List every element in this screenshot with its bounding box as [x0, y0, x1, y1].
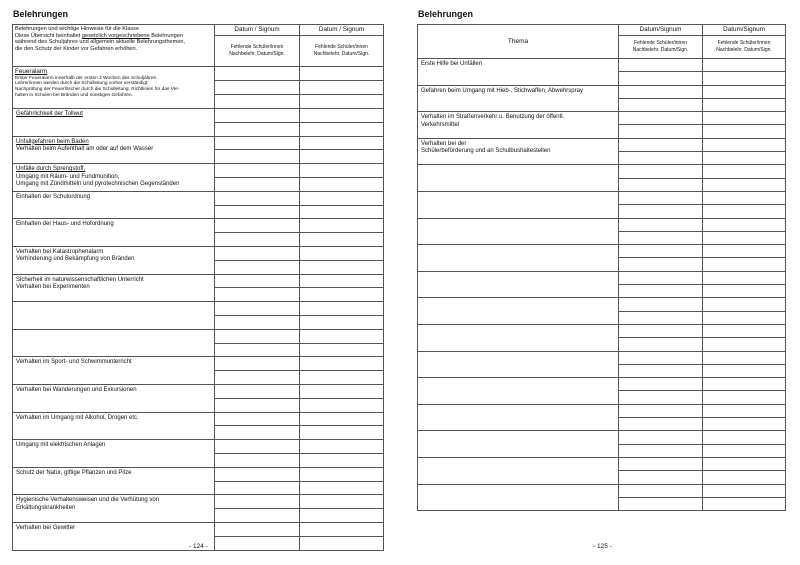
topic-text: Verhalten im Umgang mit Alkohol, Drogen etc.	[16, 414, 139, 421]
signature-cell[interactable]	[703, 484, 786, 497]
signature-cell[interactable]	[215, 453, 300, 467]
topic-text: Verhalten beim Aufenthalt am oder auf dem Wasser	[16, 145, 154, 152]
signature-cell[interactable]	[703, 351, 786, 364]
signature-cell[interactable]	[619, 218, 703, 231]
signature-cell[interactable]	[703, 431, 786, 444]
table-row	[13, 274, 384, 288]
column-header-datum-signum: Datum/Signum	[703, 25, 786, 36]
signature-cell[interactable]	[215, 177, 300, 191]
signature-cell[interactable]	[215, 302, 300, 316]
table-row	[418, 112, 786, 125]
column-header-datum-signum: Datum / Signum	[215, 25, 300, 36]
topic-feueralarm	[13, 67, 215, 109]
page-number: - 124 -	[189, 543, 208, 550]
signature-cell[interactable]	[619, 245, 703, 258]
signature-cell[interactable]	[300, 426, 384, 440]
signature-cell[interactable]	[300, 371, 384, 385]
signature-cell[interactable]	[703, 378, 786, 391]
signature-cell[interactable]	[619, 298, 703, 311]
signature-cell[interactable]	[703, 364, 786, 377]
signature-cell[interactable]	[300, 205, 384, 219]
signature-cell[interactable]	[703, 205, 786, 218]
signature-cell[interactable]	[619, 457, 703, 470]
signature-cell[interactable]	[619, 444, 703, 457]
topic-cell	[13, 329, 215, 357]
topic-detail: Erster Feueralarm innerhalb der ersten 3 Wochen des Schuljahres.	[15, 75, 158, 81]
signature-cell[interactable]	[215, 384, 300, 398]
table-row	[418, 324, 786, 337]
topic-text: Erste Hilfe bei Unfällen	[421, 61, 483, 67]
column-subheader: Fehlende Schüler/innen Nachbelehr. Datum/Sign.	[300, 36, 384, 67]
topic-text: Schutz der Natur, giftige Pflanzen und Pilze	[16, 469, 132, 476]
signature-cell[interactable]	[215, 191, 300, 205]
signature-cell[interactable]	[215, 412, 300, 426]
column-subheader: Fehlende Schüler/innen Nachbelehr. Datum/Sign.	[215, 36, 300, 67]
signature-cell[interactable]	[215, 219, 300, 233]
topic-cell	[418, 484, 619, 511]
table-row	[418, 59, 786, 72]
signature-cell[interactable]	[619, 191, 703, 204]
topic-cell	[13, 412, 215, 440]
signature-cell[interactable]	[703, 218, 786, 231]
topic-text: Verhalten bei der	[421, 140, 467, 147]
signature-cell[interactable]	[619, 497, 703, 510]
intro-line: Belehrungen und wichtige Hinweise für die Klasse	[15, 26, 140, 32]
table-row	[13, 246, 384, 260]
signature-cell[interactable]	[215, 440, 300, 454]
signature-cell[interactable]	[300, 453, 384, 467]
table-row	[13, 164, 384, 178]
signature-cell[interactable]	[300, 274, 384, 288]
signature-cell[interactable]	[703, 391, 786, 404]
signature-cell[interactable]	[215, 426, 300, 440]
signature-cell[interactable]	[215, 109, 300, 123]
page-number: - 125 -	[593, 543, 612, 550]
signature-cell[interactable]	[300, 177, 384, 191]
signature-cell[interactable]	[619, 152, 703, 165]
signature-cell[interactable]	[215, 164, 300, 178]
table-row	[418, 484, 786, 497]
signature-cell[interactable]	[703, 152, 786, 165]
signature-cell[interactable]	[215, 95, 300, 109]
left-topic-rows	[13, 109, 384, 551]
topic-cell	[418, 378, 619, 405]
topic-cell	[13, 467, 215, 495]
signature-cell[interactable]	[703, 444, 786, 457]
left-belehrungen-table	[12, 24, 384, 551]
signature-cell[interactable]	[300, 481, 384, 495]
signature-cell[interactable]	[703, 418, 786, 431]
signature-cell[interactable]	[300, 536, 384, 550]
table-row	[418, 191, 786, 204]
topic-cell	[418, 138, 619, 165]
topic-cell	[13, 219, 215, 247]
intro-cell	[13, 25, 215, 67]
signature-cell[interactable]	[619, 178, 703, 191]
signature-cell[interactable]	[619, 59, 703, 72]
table-row	[418, 85, 786, 98]
signature-cell[interactable]	[300, 95, 384, 109]
table-row	[418, 457, 786, 470]
table-row	[13, 384, 384, 398]
topic-text: Umgang mit Zündmitteln und pyrotechnischen Gegenständen	[16, 180, 180, 187]
topic-cell	[13, 109, 215, 137]
signature-cell[interactable]	[619, 378, 703, 391]
intro-line: die den Schutz der Kinder vor Gefahren erhöhen.	[15, 46, 138, 53]
table-row	[418, 138, 786, 151]
column-subheader: Fehlende Schüler/innen Nachbelehr. Datum/Sign.	[703, 36, 786, 59]
table-row	[418, 404, 786, 417]
topic-cell	[13, 164, 215, 192]
column-header-thema: Thema	[418, 25, 619, 59]
topic-cell	[13, 357, 215, 385]
signature-cell[interactable]	[703, 85, 786, 98]
signature-cell[interactable]	[619, 138, 703, 151]
topic-text: Unfallgefahren beim Baden	[16, 138, 89, 145]
signature-cell[interactable]	[215, 495, 300, 509]
topic-text: Verhalten bei Wanderungen und Exkursionen	[16, 386, 137, 393]
column-header-datum-signum: Datum/Signum	[619, 25, 703, 36]
topic-text: Sicherheit im naturwissenschaftlichen Unterricht	[16, 276, 144, 283]
intro-line: Diese Übersicht beinhaltet gesetzlich vorgeschriebene Belehrungen	[15, 32, 183, 39]
signature-cell[interactable]	[215, 136, 300, 150]
table-row	[418, 271, 786, 284]
signature-cell[interactable]	[215, 509, 300, 523]
signature-cell[interactable]	[619, 205, 703, 218]
signature-cell[interactable]	[703, 497, 786, 510]
topic-text: Verkehrsmittel	[421, 121, 460, 128]
signature-cell[interactable]	[703, 178, 786, 191]
right-page	[417, 0, 787, 565]
signature-cell[interactable]	[215, 481, 300, 495]
table-row	[13, 109, 384, 123]
signature-cell[interactable]	[215, 274, 300, 288]
topic-cell	[13, 522, 215, 550]
topic-text: Verhinderung und Bekämpfung von Bränden	[16, 256, 135, 263]
signature-cell[interactable]	[703, 298, 786, 311]
topic-text: Verhalten im Straßenverkehr u. Benutzung der öffentl.	[421, 114, 565, 121]
topic-cell	[418, 351, 619, 378]
signature-cell[interactable]	[300, 343, 384, 357]
signature-cell[interactable]	[619, 351, 703, 364]
signature-cell[interactable]	[300, 329, 384, 343]
signature-cell[interactable]	[300, 384, 384, 398]
topic-detail: Lehrer/innen werden durch die Schulleitung vorher verständigt;	[15, 81, 149, 87]
signature-cell[interactable]	[703, 191, 786, 204]
signature-cell[interactable]	[619, 165, 703, 178]
topic-cell	[13, 384, 215, 412]
topic-cell	[13, 440, 215, 468]
signature-cell[interactable]	[619, 125, 703, 138]
topic-text: Hygienische Verhaltensweisen und die Verhütung von	[16, 497, 160, 504]
signature-cell[interactable]	[703, 98, 786, 111]
signature-cell[interactable]	[619, 231, 703, 244]
signature-cell[interactable]	[619, 431, 703, 444]
table-row	[13, 191, 384, 205]
signature-cell[interactable]	[300, 260, 384, 274]
signature-cell[interactable]	[215, 357, 300, 371]
signature-cell[interactable]	[215, 288, 300, 302]
signature-cell[interactable]	[703, 138, 786, 151]
topic-cell	[418, 245, 619, 272]
signature-cell[interactable]	[215, 246, 300, 260]
column-subheader: Fehlende Schüler/innen Nachbelehr. Datum/Sign.	[619, 36, 703, 59]
signature-cell[interactable]	[703, 285, 786, 298]
table-row	[418, 431, 786, 444]
topic-text: Einhalten der Haus- und Hofordnung	[16, 221, 114, 228]
signature-cell[interactable]	[619, 85, 703, 98]
table-row	[13, 467, 384, 481]
signature-cell[interactable]	[703, 165, 786, 178]
signature-cell[interactable]	[300, 150, 384, 164]
signature-cell[interactable]	[703, 231, 786, 244]
topic-cell	[13, 274, 215, 302]
signature-cell[interactable]	[619, 471, 703, 484]
signature-cell[interactable]	[703, 311, 786, 324]
topic-cell	[418, 271, 619, 298]
topic-text: Verhalten im Sport- und Schwimmunterricht	[16, 359, 132, 366]
signature-cell[interactable]	[215, 329, 300, 343]
topic-cell	[418, 218, 619, 245]
signature-cell[interactable]	[215, 371, 300, 385]
signature-cell[interactable]	[300, 81, 384, 95]
table-row	[418, 218, 786, 231]
table-row	[418, 245, 786, 258]
signature-cell[interactable]	[300, 509, 384, 523]
table-row	[13, 357, 384, 371]
topic-text: Verhalten bei Katastrophenalarm	[16, 248, 104, 255]
signature-cell[interactable]	[703, 245, 786, 258]
signature-cell[interactable]	[300, 191, 384, 205]
topic-cell	[418, 457, 619, 484]
signature-cell[interactable]	[215, 233, 300, 247]
signature-cell[interactable]	[703, 59, 786, 72]
signature-cell[interactable]	[300, 302, 384, 316]
signature-cell[interactable]	[300, 412, 384, 426]
signature-cell[interactable]	[703, 112, 786, 125]
signature-cell[interactable]	[300, 440, 384, 454]
signature-cell[interactable]	[619, 98, 703, 111]
signature-cell[interactable]	[619, 311, 703, 324]
signature-cell[interactable]	[300, 398, 384, 412]
topic-text: Unfälle durch Sprengstoff,	[16, 166, 86, 173]
right-belehrungen-table	[417, 24, 786, 511]
topic-text: Verhalten bei Gewitter	[16, 524, 76, 531]
topic-cell	[418, 404, 619, 431]
right-topic-rows	[418, 59, 786, 511]
signature-cell[interactable]	[300, 67, 384, 81]
signature-cell[interactable]	[703, 471, 786, 484]
topic-cell	[418, 165, 619, 192]
signature-cell[interactable]	[215, 315, 300, 329]
table-row	[13, 219, 384, 233]
topic-cell	[13, 191, 215, 219]
signature-cell[interactable]	[215, 150, 300, 164]
signature-cell[interactable]	[619, 418, 703, 431]
signature-cell[interactable]	[619, 324, 703, 337]
left-page-title: Belehrungen	[13, 9, 69, 19]
topic-cell	[13, 136, 215, 164]
topic-detail: halten in Schulen bei Bränden und sonstigen Gefahren.	[15, 93, 133, 99]
signature-cell[interactable]	[215, 467, 300, 481]
topic-cell	[13, 246, 215, 274]
signature-cell[interactable]	[619, 258, 703, 271]
signature-cell[interactable]	[703, 404, 786, 417]
signature-cell[interactable]	[300, 288, 384, 302]
signature-cell[interactable]	[300, 357, 384, 371]
column-header-datum-signum: Datum / Signum	[300, 25, 384, 36]
signature-cell[interactable]	[619, 285, 703, 298]
table-row	[13, 495, 384, 509]
signature-cell[interactable]	[300, 233, 384, 247]
table-row	[13, 522, 384, 536]
signature-cell[interactable]	[619, 338, 703, 351]
signature-cell[interactable]	[703, 457, 786, 470]
signature-cell[interactable]	[703, 338, 786, 351]
signature-cell[interactable]	[215, 536, 300, 550]
topic-cell	[418, 85, 619, 112]
signature-cell[interactable]	[619, 404, 703, 417]
table-row	[418, 351, 786, 364]
topic-cell	[418, 324, 619, 351]
topic-text: Gefährlichkeit der Tollwut	[16, 111, 83, 117]
signature-cell[interactable]	[300, 109, 384, 123]
topic-cell	[418, 431, 619, 458]
topic-cell	[13, 495, 215, 523]
intro-line: während des Schuljahres und allgemein aktuelle Belehrungsthemen,	[15, 39, 186, 46]
table-row	[418, 165, 786, 178]
table-row	[13, 302, 384, 316]
signature-cell[interactable]	[300, 246, 384, 260]
table-row	[13, 412, 384, 426]
signature-cell[interactable]	[300, 522, 384, 536]
topic-text: Umgang mit Räum- und Fundmunition,	[16, 173, 120, 180]
signature-cell[interactable]	[703, 72, 786, 85]
topic-text: Verhalten bei Experimenten	[16, 283, 90, 290]
signature-cell[interactable]	[215, 205, 300, 219]
signature-cell[interactable]	[215, 67, 300, 81]
topic-detail: Nachprüfung der Feuerlöscher durch die Schulleitung. Richtlinien für das Ver-	[15, 87, 180, 93]
signature-cell[interactable]	[215, 343, 300, 357]
signature-cell[interactable]	[300, 467, 384, 481]
signature-cell[interactable]	[300, 219, 384, 233]
signature-cell[interactable]	[300, 315, 384, 329]
signature-cell[interactable]	[619, 72, 703, 85]
signature-cell[interactable]	[619, 364, 703, 377]
topic-cell	[418, 298, 619, 325]
topic-text: Gefahren beim Umgang mit Hieb-, Stichwaffen, Abwehrspray	[421, 87, 583, 94]
topic-text: Erkältungskrankheiten	[16, 504, 76, 511]
topic-cell	[418, 191, 619, 218]
table-row	[418, 378, 786, 391]
topic-cell	[13, 302, 215, 330]
signature-cell[interactable]	[300, 164, 384, 178]
left-page	[12, 0, 392, 565]
signature-cell[interactable]	[703, 324, 786, 337]
table-row	[13, 329, 384, 343]
topic-heading: Feueralarm	[15, 68, 48, 75]
topic-text: Einhalten der Schulordnung	[16, 193, 91, 200]
table-row	[418, 298, 786, 311]
topic-text: Umgang mit elektrischen Anlagen	[16, 442, 106, 449]
signature-cell[interactable]	[703, 258, 786, 271]
signature-cell[interactable]	[215, 122, 300, 136]
topic-cell	[418, 59, 619, 86]
signature-cell[interactable]	[300, 122, 384, 136]
topic-cell	[418, 112, 619, 139]
signature-cell[interactable]	[215, 522, 300, 536]
signature-cell[interactable]	[703, 125, 786, 138]
signature-cell[interactable]	[215, 260, 300, 274]
signature-cell[interactable]	[619, 484, 703, 497]
topic-text: Schülerbeförderung und an Schulbushaltestellen	[421, 148, 551, 155]
signature-cell[interactable]	[300, 136, 384, 150]
right-page-title: Belehrungen	[418, 9, 474, 19]
signature-cell[interactable]	[215, 81, 300, 95]
signature-cell[interactable]	[215, 398, 300, 412]
signature-cell[interactable]	[619, 271, 703, 284]
table-row	[13, 440, 384, 454]
signature-cell[interactable]	[300, 495, 384, 509]
signature-cell[interactable]	[619, 112, 703, 125]
signature-cell[interactable]	[703, 271, 786, 284]
table-row	[13, 136, 384, 150]
signature-cell[interactable]	[619, 391, 703, 404]
